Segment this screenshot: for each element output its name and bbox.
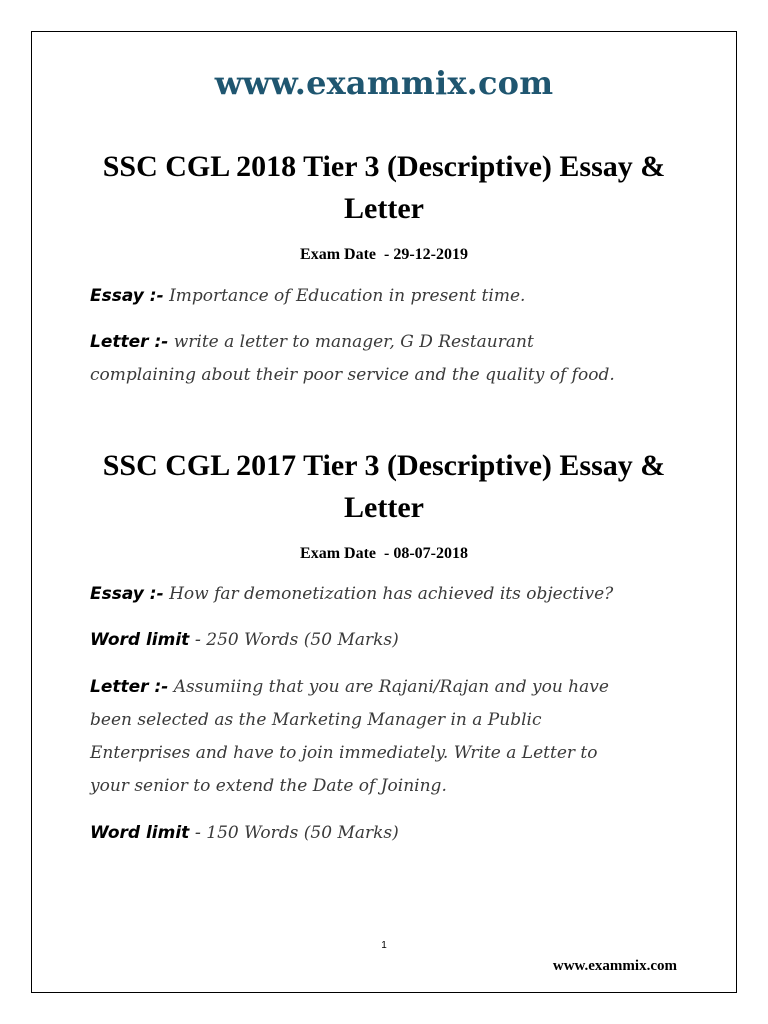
exam-date-2018: Exam Date - 29-12-2019 xyxy=(300,246,468,263)
letter-line-2018 xyxy=(90,326,690,359)
section-title-line1: SSC CGL 2018 Tier 3 (Descriptive) Essay & xyxy=(102,150,666,183)
letter-text-line: write a letter to manager, G D Restaurant xyxy=(173,332,534,352)
letter-line-2017 xyxy=(90,671,690,704)
site-header: www.exammix.com xyxy=(214,64,554,102)
letter-line-2017-cont xyxy=(90,704,690,737)
essay-label: Essay :- xyxy=(90,286,164,306)
essay-line-2017 xyxy=(90,578,690,611)
page-number: 1 xyxy=(381,940,387,951)
letter-text-line: been selected as the Marketing Manager in a Public xyxy=(90,710,542,730)
letter-line-2017-cont xyxy=(90,770,690,803)
word-limit-label: Word limit xyxy=(90,630,190,650)
word-limit-label: Word limit xyxy=(90,823,190,843)
letter-label: Letter :- xyxy=(90,677,169,697)
essay-text: Importance of Education in present time. xyxy=(169,286,526,306)
letter-text-line: complaining about their poor service and the quality of food. xyxy=(90,365,615,385)
section-title-2017 xyxy=(60,445,708,529)
letter-text-line: Enterprises and have to join immediately. Write a Letter to xyxy=(90,743,598,763)
section-title-line2: Letter xyxy=(344,192,424,225)
essay-text: How far demonetization has achieved its objective? xyxy=(169,584,614,604)
word-limit-separator: - xyxy=(194,823,201,843)
section-title-line2: Letter xyxy=(344,491,424,524)
site-footer[interactable]: www.exammix.com xyxy=(552,958,677,974)
essay-label: Essay :- xyxy=(90,584,164,604)
word-limit-separator: - xyxy=(194,630,201,650)
word-limit-value: 150 Words (50 Marks) xyxy=(206,823,399,843)
letter-text-line: Assumiing that you are Rajani/Rajan and you have xyxy=(173,677,609,697)
letter-line-2018-cont xyxy=(90,359,690,392)
exam-date-2017: Exam Date - 08-07-2018 xyxy=(300,545,468,562)
section-title-2018 xyxy=(60,146,708,230)
essay-line-2018 xyxy=(90,280,690,313)
section-title-line1: SSC CGL 2017 Tier 3 (Descriptive) Essay & xyxy=(102,449,666,482)
letter-word-limit-2017 xyxy=(90,817,690,850)
essay-word-limit-2017 xyxy=(90,624,690,657)
letter-label: Letter :- xyxy=(90,332,169,352)
letter-line-2017-cont xyxy=(90,737,690,770)
letter-text-line: your senior to extend the Date of Joining. xyxy=(90,776,447,796)
word-limit-value: 250 Words (50 Marks) xyxy=(206,630,399,650)
